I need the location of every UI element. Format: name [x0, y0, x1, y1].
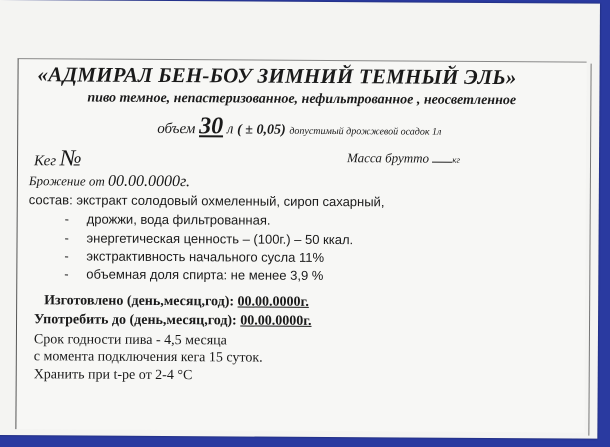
keg-number [34, 145, 82, 171]
volume-unit: л [226, 121, 234, 138]
mass-label: Масса брутто [346, 150, 430, 166]
composition-item: - дрожжи, вода фильтрованная. [64, 211, 271, 228]
volume-value: 30 [199, 113, 224, 140]
storage-temperature: Хранить при t-ре от 2-4 °С [33, 367, 193, 384]
shelf-life: Срок годности пива - 4,5 месяца [33, 332, 227, 349]
mass-blank [432, 162, 452, 163]
shelf-life-after-connection: с момента подключения кега 15 суток. [33, 349, 263, 366]
volume-tolerance: ( ± 0,05) [237, 122, 286, 138]
product-subtitle: пиво темное, непастеризованное, нефильтрованное , неосветленное [87, 90, 517, 109]
volume-prefix: объем [157, 120, 196, 138]
fermentation-label: Брожение от [28, 173, 105, 189]
product-title: «АДМИРАЛ БЕН-БОУ ЗИМНИЙ ТЕМНЫЙ ЭЛЬ» [37, 62, 517, 90]
composition-first: экстракт солодовый охмеленный, сироп сахарный, [76, 192, 385, 210]
volume-line [157, 113, 441, 142]
mass-unit: кг [452, 154, 461, 165]
composition-item: - экстрактивность начального сусла 11% [64, 248, 325, 265]
composition-item: - объемная доля спирта: не менее 3,9 % [64, 266, 324, 283]
composition-first-line [29, 192, 385, 209]
keg-label: Кег [33, 153, 57, 170]
made-value: 00.00.0000г. [237, 294, 309, 310]
fermentation-date [29, 172, 190, 191]
label-right-edge [588, 64, 591, 436]
gross-mass [347, 150, 460, 167]
fermentation-value: 00.00.0000г. [107, 172, 191, 191]
use-by-label: Употребить до (день,месяц,год): [34, 312, 237, 329]
use-by-date [34, 312, 312, 330]
composition-item: - энергетическая ценность – (100г.) – 50 ккал. [64, 230, 354, 248]
sediment-note: допустимый дрожжевой осадок 1л [289, 125, 442, 138]
manufacture-date [44, 293, 309, 311]
made-label: Изготовлено (день,месяц,год): [44, 293, 235, 310]
composition-label: состав: [28, 192, 73, 208]
keg-number-sign: № [59, 145, 82, 171]
use-by-value: 00.00.0000г. [240, 313, 312, 329]
